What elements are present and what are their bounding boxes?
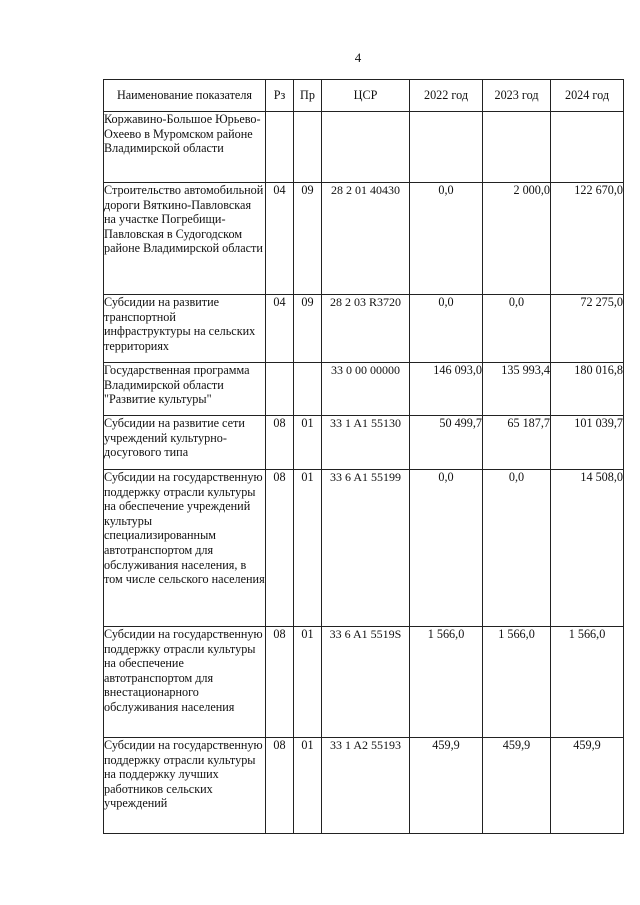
page-number: 4: [354, 50, 362, 65]
cell-name: Субсидии на государственную поддержку отрасли культуры на обеспечение учреждений культуры специализированным автотранспортом для обслуживания населения, в том числе сельского населения: [104, 470, 266, 627]
table-row: [104, 295, 624, 363]
cell-2022: [410, 112, 483, 183]
cell-2022: 1 566,0: [410, 627, 483, 738]
cell-2022: 0,0: [410, 295, 483, 363]
cell-rz: 08: [266, 416, 294, 470]
cell-rz: 04: [266, 183, 294, 295]
cell-2023: 1 566,0: [483, 627, 551, 738]
cell-csr: 33 6 A1 5519S: [322, 627, 410, 738]
cell-csr: 33 1 A2 55193: [322, 738, 410, 834]
cell-name: Государственная программа Владимирской области "Развитие культуры": [104, 363, 266, 416]
cell-csr: 33 6 A1 55199: [322, 470, 410, 627]
cell-csr: 33 1 A1 55130: [322, 416, 410, 470]
cell-pr: 01: [294, 470, 322, 627]
cell-name: Коржавино-Большое Юрьево- Охеево в Муромском районе Владимирской области: [104, 112, 266, 183]
cell-2023: [483, 112, 551, 183]
cell-pr: [294, 363, 322, 416]
table-body: [104, 112, 624, 834]
cell-2023: 0,0: [483, 295, 551, 363]
cell-2024: 459,9: [551, 738, 624, 834]
header-rz: Рз: [266, 80, 294, 112]
table-row: [104, 112, 624, 183]
cell-name: Субсидии на государственную поддержку отрасли культуры на поддержку лучших работников сельских учреждений: [104, 738, 266, 834]
table-row: [104, 738, 624, 834]
cell-2024: [551, 112, 624, 183]
table-header: [104, 80, 624, 112]
cell-2023: 459,9: [483, 738, 551, 834]
cell-2023: 65 187,7: [483, 416, 551, 470]
cell-pr: 01: [294, 416, 322, 470]
cell-name: Субсидии на развитие транспортной инфраструктуры на сельских территориях: [104, 295, 266, 363]
cell-rz: 08: [266, 470, 294, 627]
cell-pr: 01: [294, 627, 322, 738]
cell-csr: [322, 112, 410, 183]
cell-csr: 28 2 01 40430: [322, 183, 410, 295]
cell-rz: 08: [266, 738, 294, 834]
table-row: [104, 363, 624, 416]
cell-pr: 01: [294, 738, 322, 834]
header-2023: 2023 год: [483, 80, 551, 112]
cell-pr: [294, 112, 322, 183]
table-row: [104, 470, 624, 627]
cell-name: Строительство автомобильной дороги Вяткино-Павловская на участке Погребищи-Павловская в Судогодском районе Владимирской области: [104, 183, 266, 295]
cell-2022: 50 499,7: [410, 416, 483, 470]
cell-2024: 14 508,0: [551, 470, 624, 627]
cell-2024: 1 566,0: [551, 627, 624, 738]
cell-2023: 0,0: [483, 470, 551, 627]
cell-rz: [266, 363, 294, 416]
cell-rz: [266, 112, 294, 183]
cell-name: Субсидии на развитие сети учреждений культурно-досугового типа: [104, 416, 266, 470]
cell-2023: 2 000,0: [483, 183, 551, 295]
cell-2024: 180 016,8: [551, 363, 624, 416]
header-row: [104, 80, 624, 112]
cell-csr: 33 0 00 00000: [322, 363, 410, 416]
cell-2024: 101 039,7: [551, 416, 624, 470]
cell-rz: 04: [266, 295, 294, 363]
cell-pr: 09: [294, 295, 322, 363]
cell-2022: 146 093,0: [410, 363, 483, 416]
header-2024: 2024 год: [551, 80, 624, 112]
cell-2024: 122 670,0: [551, 183, 624, 295]
header-csr: ЦСР: [322, 80, 410, 112]
cell-csr: 28 2 03 R3720: [322, 295, 410, 363]
table-row: [104, 183, 624, 295]
header-2022: 2022 год: [410, 80, 483, 112]
table-row: [104, 627, 624, 738]
budget-table: [103, 79, 624, 834]
header-name: Наименование показателя: [104, 80, 266, 112]
cell-2023: 135 993,4: [483, 363, 551, 416]
header-pr: Пр: [294, 80, 322, 112]
cell-2022: 0,0: [410, 183, 483, 295]
cell-2022: 459,9: [410, 738, 483, 834]
table-row: [104, 416, 624, 470]
cell-pr: 09: [294, 183, 322, 295]
cell-name: Субсидии на государственную поддержку отрасли культуры на обеспечение автотранспортом для внестационарного обслуживания населения: [104, 627, 266, 738]
cell-2024: 72 275,0: [551, 295, 624, 363]
cell-2022: 0,0: [410, 470, 483, 627]
cell-rz: 08: [266, 627, 294, 738]
